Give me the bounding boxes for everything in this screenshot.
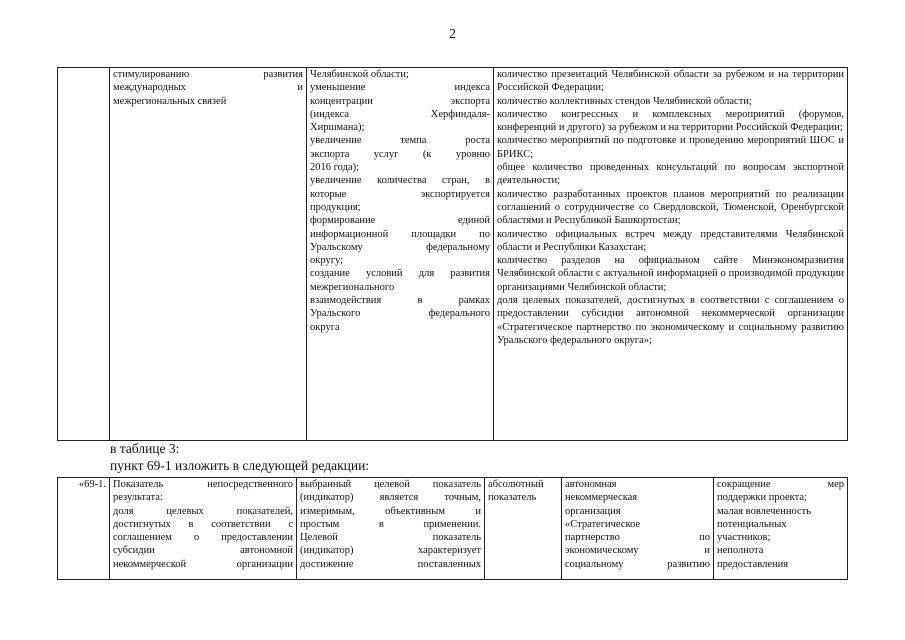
text-line: поддержки проекта; [717, 492, 807, 504]
text-line: предоставления [717, 558, 789, 570]
text-line: доля целевых показателей, [113, 505, 293, 517]
text-line: достижение поставленных [300, 558, 481, 570]
page-number: 2 [449, 27, 456, 42]
text-line: абсолютный [488, 479, 544, 490]
indicator-item: общее количество проведенных консультаций по вопросам экспортной деятельности; [497, 162, 844, 187]
text-line: создание условий для развития [310, 268, 490, 280]
text-line: простым в применении. [300, 518, 481, 530]
text-line: концентрации экспорта [310, 95, 490, 107]
indicators-cell [494, 68, 848, 441]
table-3-fragment [57, 477, 848, 580]
indicator-item: доля целевых показателей, достигнутых в соответствии с соглашением о предоставлении субсидии автономной некоммерческой организации «Стратегическое партнерство по экономическому и социальному развитию Уральского федерального округа»; [497, 295, 844, 346]
text-line: (индикатор) характеризует [300, 545, 481, 557]
text-line: некоммерческая [565, 492, 638, 504]
text-line: (индикатор) является точным, [300, 492, 481, 504]
text-line: участников; [717, 532, 771, 544]
indicator-item: количество презентаций Челябинской области за рубежом и на территории Российской Федерации; [497, 69, 844, 94]
text-line: округу; [310, 255, 344, 267]
indicator-item: количество разделов на официальном сайте Минэкономразвития Челябинской области с актуальной информацией о производимой продукции организациями Челябинской области; [497, 255, 844, 293]
indicator-item: количество мероприятий по подготовке и проведению мероприятий ШОС и БРИКС; [497, 135, 844, 160]
text-line: Челябинской области; [310, 69, 409, 80]
text-line: потенциальных [717, 518, 787, 530]
table-3-heading: в таблице 3: [110, 441, 180, 456]
indicator-name-cell [110, 478, 297, 580]
text-line: выбранный целевой показатель [300, 479, 481, 490]
text-line: межрегионального [310, 281, 395, 293]
text-line: Показатель непосредственного [113, 479, 293, 490]
text-line: измеримым, объективным и [300, 505, 481, 517]
table-2-fragment [57, 67, 848, 441]
indicator-item: количество конгрессных и комплексных мероприятий (форумов, конференций и другого) за рубежом и на территории Российской Федерации; [497, 108, 844, 134]
text-line: стимулированию развития [113, 69, 303, 80]
indicator-item: количество коллективных стендов Челябинской области; [497, 95, 752, 107]
text-line: (индекса Херфиндаля- [310, 108, 490, 120]
text-line: экспорта услуг (к уровню [310, 148, 490, 160]
text-line: которые экспортируется [310, 188, 490, 200]
text-line: Уральского федерального [310, 308, 490, 320]
table-row [58, 478, 848, 580]
text-line: формирование единой [310, 215, 490, 227]
row-number-cell: «69-1. [58, 478, 110, 580]
indicator-item: количество разработанных проектов планов мероприятий по реализации соглашений о сотрудничестве со Свердловской, Тюменской, Оренбургской областями и Республикой Башкортостан; [497, 188, 844, 227]
text-line: соглашением о предоставлении [113, 532, 293, 544]
text-line: достигнутых в соответствии с [113, 518, 293, 530]
text-line: информационной площадки по [310, 228, 490, 240]
text-line: 2016 года); [310, 162, 360, 174]
text-line: Хиршмана); [310, 122, 365, 134]
text-line: результата: [113, 492, 163, 504]
justification-cell [297, 478, 485, 580]
risks-cell [714, 478, 848, 580]
text-line: малая вовлеченность [717, 505, 812, 517]
text-line: социальному развитию [565, 558, 710, 570]
text-line: увеличение количества стран, в [310, 175, 490, 187]
indicator-item: количество официальных встреч между представителями Челябинской области и Республики Казахстан; [497, 228, 844, 253]
table-row [58, 68, 848, 441]
text-line: увеличение темпа роста [310, 135, 490, 147]
text-line: продукция; [310, 201, 361, 213]
indicator-type-cell [485, 478, 562, 580]
task-cell [110, 68, 307, 441]
text-line: сокращение мер [717, 479, 844, 490]
text-line: межрегиональных связей [113, 95, 227, 107]
text-line: округа [310, 321, 340, 333]
amendment-instruction: пункт 69-1 изложить в следующей редакции: [110, 458, 370, 473]
text-line: неполнота [717, 545, 764, 557]
text-line: автономная [565, 479, 617, 490]
text-line: международных и [113, 82, 303, 94]
text-line: взаимодействия в рамках [310, 295, 490, 307]
text-line: партнерство по [565, 532, 710, 544]
expected-results-cell [307, 68, 494, 441]
text-line: Уральскому федеральному [310, 241, 490, 253]
text-line: экономическому и [565, 545, 710, 557]
data-source-cell [562, 478, 714, 580]
text-line: «Стратегическое [565, 518, 641, 530]
row-number-cell [58, 68, 110, 441]
text-line: организация [565, 505, 621, 517]
text-line: субсидии автономной [113, 545, 293, 557]
text-line: уменьшение индекса [310, 82, 490, 94]
text-line: некоммерческой организации [113, 558, 293, 570]
text-line: Целевой показатель [300, 532, 481, 544]
text-line: показатель [488, 492, 537, 504]
